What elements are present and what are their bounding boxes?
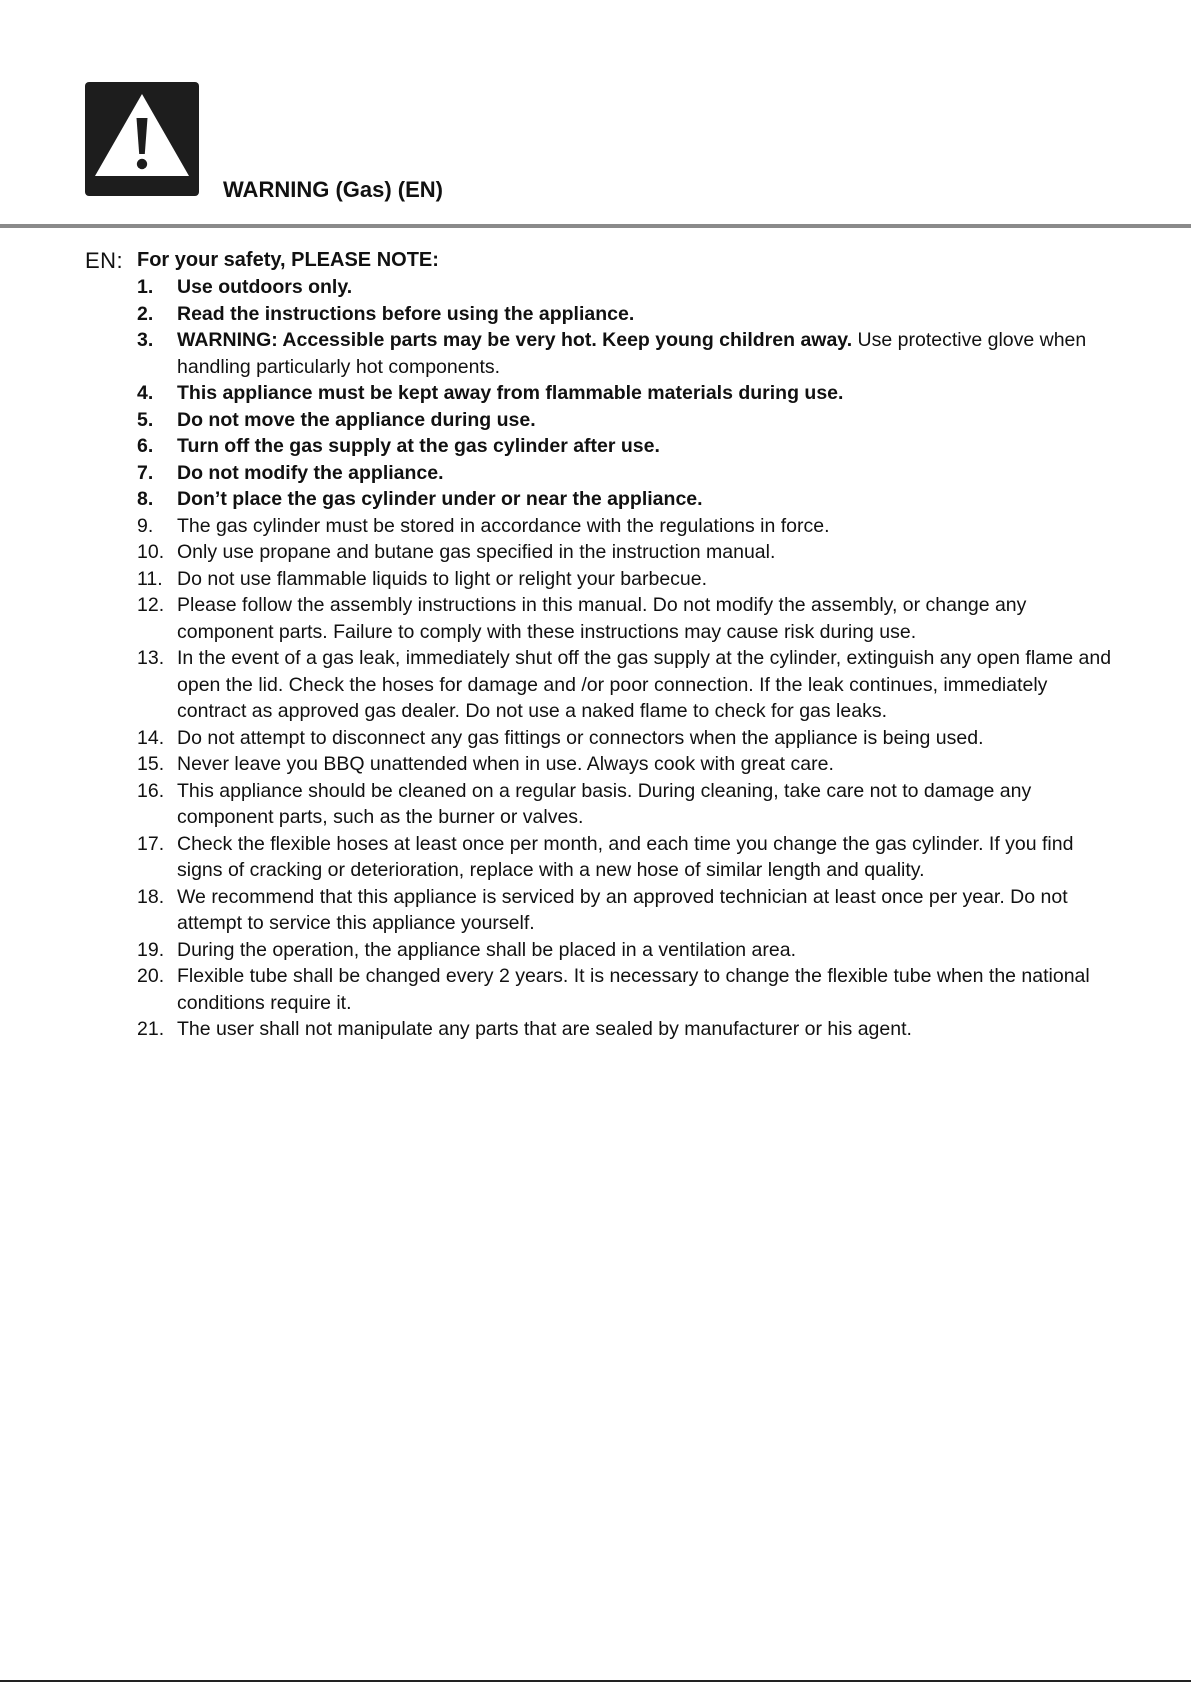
warning-triangle-icon [85, 82, 199, 196]
warning-item-text: Do not use flammable liquids to light or relight your barbecue. [177, 567, 708, 590]
warning-item-text: Please follow the assembly instructions in this manual. Do not modify the assembly, or change any component parts. Failure to comply with these instructions may cause risk during use. [177, 594, 1027, 643]
warning-item-text: The user shall not manipulate any parts that are sealed by manufacturer or his agent. [177, 1018, 912, 1040]
warning-item-text: The gas cylinder must be stored in accordance with the regulations in force. [177, 514, 830, 537]
page-title: WARNING (Gas) (EN) [223, 177, 443, 202]
warning-item-bold-text: Do not modify the appliance. [177, 461, 444, 484]
warning-item-bold-text: Read the instructions before using the appliance. [177, 302, 635, 325]
warning-item-bold-text: This appliance must be kept away from flammable materials during use. [177, 382, 844, 404]
warning-item-number: 13. [137, 647, 165, 669]
warning-item-number: 15. [137, 753, 165, 775]
warning-item [137, 486, 1117, 513]
warning-item [137, 539, 1117, 566]
warning-item-bold-text: Do not move the appliance during use. [177, 408, 536, 431]
warning-item-number: 14. [137, 726, 165, 749]
warning-item [137, 407, 1117, 434]
warning-item-number: 6. [137, 435, 154, 457]
warning-item [137, 460, 1117, 487]
warning-icon-box [85, 82, 199, 196]
warning-item-number: 9. [137, 514, 154, 537]
warning-item-number: 11. [137, 567, 163, 590]
warning-item-text: Never leave you BBQ unattended when in use. Always cook with great care. [177, 753, 834, 775]
warning-item [137, 778, 1117, 831]
warning-item [137, 301, 1117, 328]
warning-item-number: 21. [137, 1018, 165, 1040]
warning-item [137, 592, 1117, 645]
warning-item-number: 10. [137, 541, 165, 563]
warning-item [137, 1016, 1117, 1043]
warning-item-number: 16. [137, 779, 165, 802]
warning-item-bold-text: Use outdoors only. [177, 276, 353, 298]
warning-item-text: We recommend that this appliance is serviced by an approved technician at least once per year. Do not attempt to service this appliance yourself. [177, 885, 1068, 934]
warning-item-number: 17. [137, 832, 165, 855]
warning-item [137, 645, 1117, 725]
warning-item-text: Check the flexible hoses at least once per month, and each time you change the gas cylinder. If you find signs of cracking or deterioration, replace with a new hose of similar length and quality. [177, 832, 1074, 881]
warning-item-number: 2. [137, 302, 154, 325]
warning-item-number: 7. [137, 461, 154, 484]
warning-item [137, 751, 1117, 778]
warning-item-text: During the operation, the appliance shall be placed in a ventilation area. [177, 938, 797, 961]
warning-item [137, 725, 1117, 752]
warning-item-bold-text: Don’t place the gas cylinder under or near the appliance. [177, 488, 703, 510]
warning-item-text: Use protective glove when handling particularly hot components. [177, 329, 1087, 378]
warning-item-number: 3. [137, 329, 154, 351]
warning-item [137, 433, 1117, 460]
bottom-divider [0, 1680, 1191, 1682]
warning-item [137, 884, 1117, 937]
warning-item-number: 20. [137, 965, 165, 987]
warning-item-number: 8. [137, 488, 154, 510]
warning-item-number: 5. [137, 408, 154, 431]
warning-item-text: Do not attempt to disconnect any gas fittings or connectors when the appliance is being used. [177, 726, 984, 749]
warning-item [137, 513, 1117, 540]
warning-item [137, 831, 1117, 884]
warning-item-text: Only use propane and butane gas specified in the instruction manual. [177, 541, 776, 563]
warning-item-number: 12. [137, 594, 165, 616]
warning-item-text: In the event of a gas leak, immediately shut off the gas supply at the cylinder, extinguish any open flame and open the lid. Check the hoses for damage and /or poor connection. If the leak continues, immediately contract as approved gas dealer. Do not use a naked flame to check for gas leaks. [177, 647, 1112, 722]
warning-item-number: 1. [137, 276, 154, 298]
warning-item-text: This appliance should be cleaned on a regular basis. During cleaning, take care not to damage any component parts, such as the burner or valves. [177, 779, 1032, 828]
warning-item-bold-text: WARNING: Accessible parts may be very hot. Keep young children away. [177, 329, 853, 351]
warning-item-number: 4. [137, 382, 154, 404]
header-divider [0, 224, 1191, 228]
safety-intro: For your safety, PLEASE NOTE: [137, 249, 439, 271]
warning-item [137, 274, 1117, 301]
warning-list [137, 274, 1117, 1043]
warning-item [137, 937, 1117, 964]
language-label: EN: [85, 248, 124, 273]
warning-item [137, 963, 1117, 1016]
warning-item-bold-text: Turn off the gas supply at the gas cylinder after use. [177, 435, 660, 457]
warning-item-number: 18. [137, 885, 165, 908]
warning-item-text: Flexible tube shall be changed every 2 years. It is necessary to change the flexible tube when the national conditions require it. [177, 965, 1090, 1014]
warning-item [137, 327, 1117, 380]
warning-item [137, 380, 1117, 407]
warning-item [137, 566, 1117, 593]
warning-item-number: 19. [137, 938, 165, 961]
